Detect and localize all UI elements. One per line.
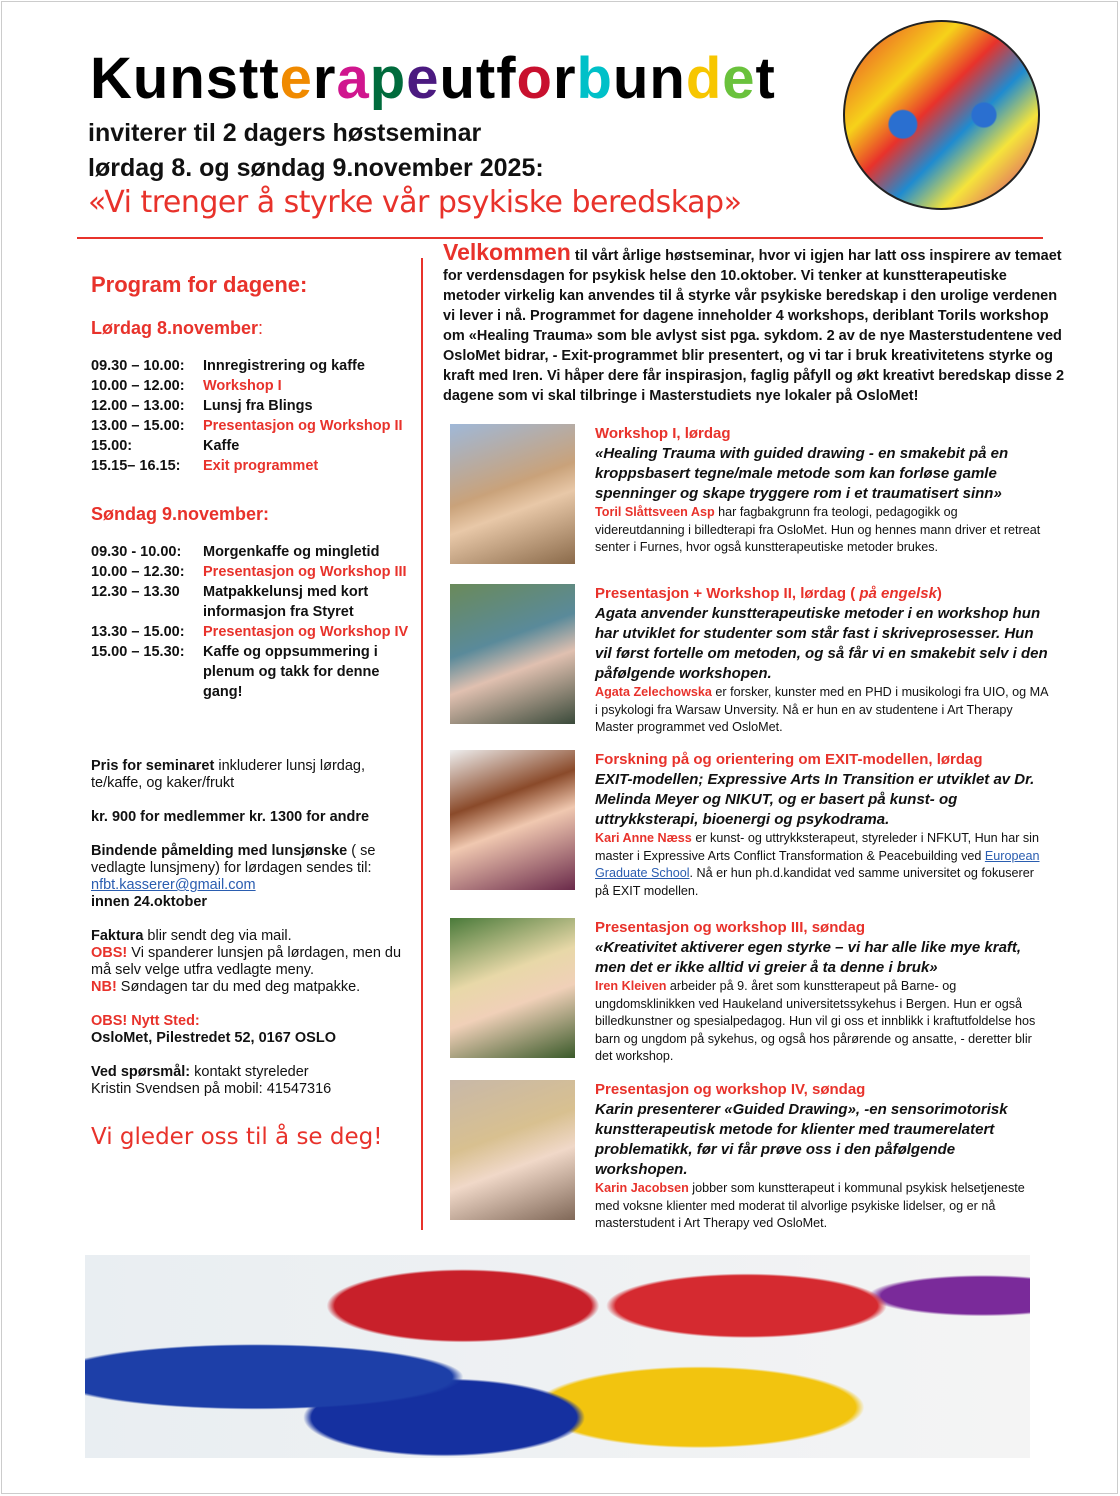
presenter-photo xyxy=(450,1080,575,1220)
workshop-tagline: EXIT-modellen; Expressive Arts In Transition er utviklet av Dr. Melinda Meyer og NIKUT, og er basert på kunst- og uttrykksterapi, bioenergi og psykodrama. xyxy=(595,771,1035,828)
workshop-tagline: Karin presenterer «Guided Drawing», -en sensorimotorisk kunstterapeutisk metode for klienter med traumerelatert problematikk, før vi får prøve oss i den påfølgende workshopen. xyxy=(595,1101,1008,1178)
school-link[interactable]: European Graduate School xyxy=(595,848,1040,880)
presenter-bio xyxy=(595,684,1050,737)
contact-label: Ved spørsmål: xyxy=(91,1064,191,1080)
workshop-title-text: Workshop I, lørdag xyxy=(595,425,731,442)
schedule-item: Matpakkelunsj med kort informasjon fra Styret xyxy=(203,584,369,620)
schedule-row xyxy=(91,622,411,642)
day2-schedule xyxy=(91,542,411,702)
program-heading: Program for dagene: xyxy=(91,272,308,297)
contact-text: kontakt styreleder xyxy=(190,1064,309,1080)
title-letters: t xyxy=(755,46,776,111)
schedule-row xyxy=(91,542,411,562)
email-link[interactable]: nfbt.kasserer@gmail.com xyxy=(91,877,256,893)
schedule-item: Presentasjon og Workshop II xyxy=(203,418,403,434)
bio-text: er forsker, kunster med en PHD i musikologi fra UIO, og MA i psykologi fra Warsaw Unversity. Nå er hun en av studentene i Art Therapy Master programmet ved OsloMet. xyxy=(595,685,1048,734)
workshop-title xyxy=(595,584,1050,604)
presenter-name: Toril Slåttsveen Asp xyxy=(595,505,715,519)
title-letters: p xyxy=(369,46,407,111)
organization-title xyxy=(90,46,776,112)
schedule-time: 13.30 – 15.00: xyxy=(91,624,185,640)
title-letters: r xyxy=(312,46,337,111)
price-info xyxy=(91,758,411,792)
workshop-title xyxy=(595,424,1050,444)
schedule-time: 13.00 – 15.00: xyxy=(91,418,185,434)
workshop-tagline: Agata anvender kunstterapeutiske metoder i en workshop hun har utviklet for studenter som står fast i skriveprosesser. Hun vil først fortelle om metoden, og så får vi en smakebit selv i den påfølgende workshopen. xyxy=(595,605,1048,682)
schedule-item: Workshop I xyxy=(203,378,282,394)
schedule-row xyxy=(91,416,411,436)
invoice-text: blir sendt deg via mail. xyxy=(143,928,292,944)
workshop-text xyxy=(595,1080,1050,1233)
price-text: inkluderer lunsj lørdag, te/kaffe, og kaker/frukt xyxy=(91,758,366,791)
schedule-time: 10.00 – 12.00: xyxy=(91,378,185,394)
nb-label: NB! xyxy=(91,979,117,995)
workshop-title-text: Presentasjon + Workshop II, lørdag ( xyxy=(595,585,860,602)
welcome-lead: Velkommen xyxy=(443,239,571,265)
title-letters: e xyxy=(279,46,313,111)
presenter-name: Iren Kleiven xyxy=(595,979,667,993)
schedule-row xyxy=(91,562,411,582)
day1-schedule xyxy=(91,356,411,476)
bio-text-cont: . Nå er hun ph.d.kandidat ved samme universitet og fokuserer på EXIT modellen. xyxy=(595,866,1034,898)
practical-info xyxy=(91,758,411,1098)
closing-message: Vi gleder oss til å se deg! xyxy=(91,1124,383,1150)
workshop-text xyxy=(595,918,1050,1066)
title-letters: o xyxy=(516,46,553,111)
day2-heading: Søndag 9.november: xyxy=(91,504,270,524)
schedule-row xyxy=(91,396,411,416)
signup-label: Bindende påmelding med lunsjønske xyxy=(91,843,348,859)
price-label: Pris for seminaret xyxy=(91,758,215,774)
schedule-row xyxy=(91,456,411,476)
venue-info xyxy=(91,1013,411,1047)
title-letters: e xyxy=(722,46,756,111)
seminar-motto: «Vi trenger å styrke vår psykiske beredskap» xyxy=(88,185,742,220)
bio-text: arbeider på 9. året som kunstterapeut på Barne- og ungdomsklinikken ved Haukeland universitetssykehus i Bergen. Hun er også billedkunstner og spesialpedagog. Hun vil gi oss et innblikk i kraftutfoldelse hos barn og ungdom på sykehus, og også hos pårørende og ansatte, - deretter blir det workshop. xyxy=(595,979,1036,1063)
presenter-bio xyxy=(595,978,1050,1066)
schedule-item: Kaffe xyxy=(203,438,240,454)
nb-text: Søndagen tar du med deg matpakke. xyxy=(116,979,361,995)
presenter-photo xyxy=(450,424,575,564)
schedule-row xyxy=(91,376,411,396)
presenter-name: Karin Jacobsen xyxy=(595,1181,689,1195)
invitation-subtitle: inviterer til 2 dagers høstseminar xyxy=(88,119,482,147)
schedule-time: 15.00: xyxy=(91,438,133,454)
presenter-name: Agata Zelechowska xyxy=(595,685,712,699)
paint-palette-image xyxy=(85,1255,1030,1458)
title-letters: r xyxy=(552,46,577,111)
workshop-title-text: Forskning på og orientering om EXIT-modellen, lørdag xyxy=(595,751,983,768)
welcome-text xyxy=(443,239,1068,406)
workshop-title-italic: på engelsk xyxy=(859,585,937,602)
price-amounts xyxy=(91,809,411,826)
workshop-title xyxy=(595,750,1050,770)
workshop-tagline: «Healing Trauma with guided drawing - en smakebit på en kroppsbasert tegne/male metode som kan forløse gamle spenninger og skape tryggere rom i et traumatisert sinn» xyxy=(595,445,1009,502)
price-amounts-text: kr. 900 for medlemmer kr. 1300 for andre xyxy=(91,809,370,825)
day1-heading xyxy=(91,318,411,339)
invoice-label: Faktura xyxy=(91,928,144,944)
title-letters: utf xyxy=(439,46,517,111)
title-letters: b xyxy=(576,46,613,111)
program-column xyxy=(91,270,411,1150)
venue-address: OsloMet, Pilestredet 52, 0167 OSLO xyxy=(91,1030,336,1046)
workshop-title-text: Presentasjon og workshop IV, søndag xyxy=(595,1081,866,1098)
workshop-title-end: ) xyxy=(936,585,942,602)
schedule-item: Presentasjon og Workshop III xyxy=(203,564,407,580)
title-letters: d xyxy=(685,46,723,111)
schedule-row xyxy=(91,642,411,702)
date-subtitle: lørdag 8. og søndag 9.november 2025: xyxy=(88,154,544,182)
schedule-time: 09.30 - 10.00: xyxy=(91,544,182,560)
presenter-photo xyxy=(450,584,575,724)
day1-title: Lørdag 8.november xyxy=(91,318,259,338)
venue-label: OBS! Nytt Sted: xyxy=(91,1013,200,1029)
workshop-tagline: «Kreativitet aktiverer egen styrke – vi har alle like mye kraft, men det er ikke alltid vi greier å ta denne i bruk» xyxy=(595,939,1022,976)
title-letters: e xyxy=(406,46,440,111)
deadline: innen 24.oktober xyxy=(91,894,208,910)
workshop-text xyxy=(595,584,1050,737)
workshop-title-text: Presentasjon og workshop III, søndag xyxy=(595,919,866,936)
welcome-body: til vårt årlige høstseminar, hvor vi igjen har latt oss inspirere av temaet for verdensdagen for psykisk helse den 10.oktober. Vi tenker at kunstterapeutiske metoder virkelig kan anvendes til å styrke vår psykiske beredskap i den urolige verdenen vi lever i nå. Programmet for dagene inneholder 4 workshops, deriblant Torils workshop om «Healing Trauma» som ble avlyst sist pga. sykdom. 2 av de nye Masterstudentene ved OsloMet bidrar, - Exit-programmet blir presentert, og vi tar i bruk kreativitetens styrke og kraft med Iren. Vi håper dere får inspirasjon, faglig påfyll og økt kreativt beredskap disse 2 dagene som vi skal tilbringe i Masterstudiets nye lokaler på OsloMet! xyxy=(443,248,1065,404)
schedule-row xyxy=(91,582,411,622)
presenter-bio xyxy=(595,1180,1050,1233)
presenter-name: Kari Anne Næss xyxy=(595,831,692,845)
schedule-time: 10.00 – 12.30: xyxy=(91,564,185,580)
contact-phone: Kristin Svendsen på mobil: 41547316 xyxy=(91,1081,332,1097)
day1-colon: : xyxy=(258,318,264,338)
divider-vertical xyxy=(421,258,423,1230)
schedule-time: 15.15– 16.15: xyxy=(91,458,181,474)
invoice-info xyxy=(91,928,411,996)
workshop-text xyxy=(595,750,1050,900)
workshop-title xyxy=(595,918,1050,938)
schedule-item: Exit programmet xyxy=(203,458,319,474)
schedule-item: Presentasjon og Workshop IV xyxy=(203,624,409,640)
schedule-item: Lunsj fra Blings xyxy=(203,398,313,414)
title-letters: Kunstt xyxy=(90,46,280,111)
presenter-bio xyxy=(595,504,1050,557)
schedule-item: Kaffe og oppsummering i plenum og takk for denne gang! xyxy=(203,644,380,700)
schedule-time: 15.00 – 15.30: xyxy=(91,644,185,660)
schedule-row xyxy=(91,356,411,376)
presenter-bio xyxy=(595,830,1050,900)
schedule-item: Morgenkaffe og mingletid xyxy=(203,544,380,560)
presenter-photo xyxy=(450,750,575,890)
workshop-text xyxy=(595,424,1050,557)
bio-text: jobber som kunstterapeut i kommunal psykisk helsetjeneste med voksne klienter med moderat til alvorlige psykiske lidelser, og er nå masterstudent i Art Therapy ved OsloMet. xyxy=(595,1181,1025,1230)
obs-label: OBS! xyxy=(91,945,128,961)
schedule-time: 12.00 – 13.00: xyxy=(91,398,185,414)
presenter-photo xyxy=(450,918,575,1058)
schedule-time: 09.30 – 10.00: xyxy=(91,358,185,374)
painted-face-image xyxy=(843,20,1040,210)
title-letters: a xyxy=(336,46,370,111)
obs-text: Vi spanderer lunsjen på lørdagen, men du må selv velge utfra vedlagte meny. xyxy=(91,945,402,978)
bio-text: er kunst- og uttrykksterapeut, styreleder i NFKUT, Hun har sin master i Expressive Arts Conflict Transformation & Peacebuilding ved xyxy=(595,831,1039,863)
schedule-item: Innregistrering og kaffe xyxy=(203,358,365,374)
contact-info xyxy=(91,1064,411,1098)
workshop-title xyxy=(595,1080,1050,1100)
title-letters: un xyxy=(612,46,686,111)
bio-text: har fagbakgrunn fra teologi, pedagogikk og videreutdanning i billedterapi fra OsloMet. Hun og hennes mann driver et retreat senter i Furnes, hvor også kunstterapeutiske metoder brukes. xyxy=(595,505,1041,554)
signup-info xyxy=(91,843,411,911)
signup-text: ( se vedlagte lunsjmeny) for lørdagen sendes til: xyxy=(91,843,376,876)
schedule-row xyxy=(91,436,411,456)
schedule-time: 12.30 – 13.30 xyxy=(91,584,180,600)
